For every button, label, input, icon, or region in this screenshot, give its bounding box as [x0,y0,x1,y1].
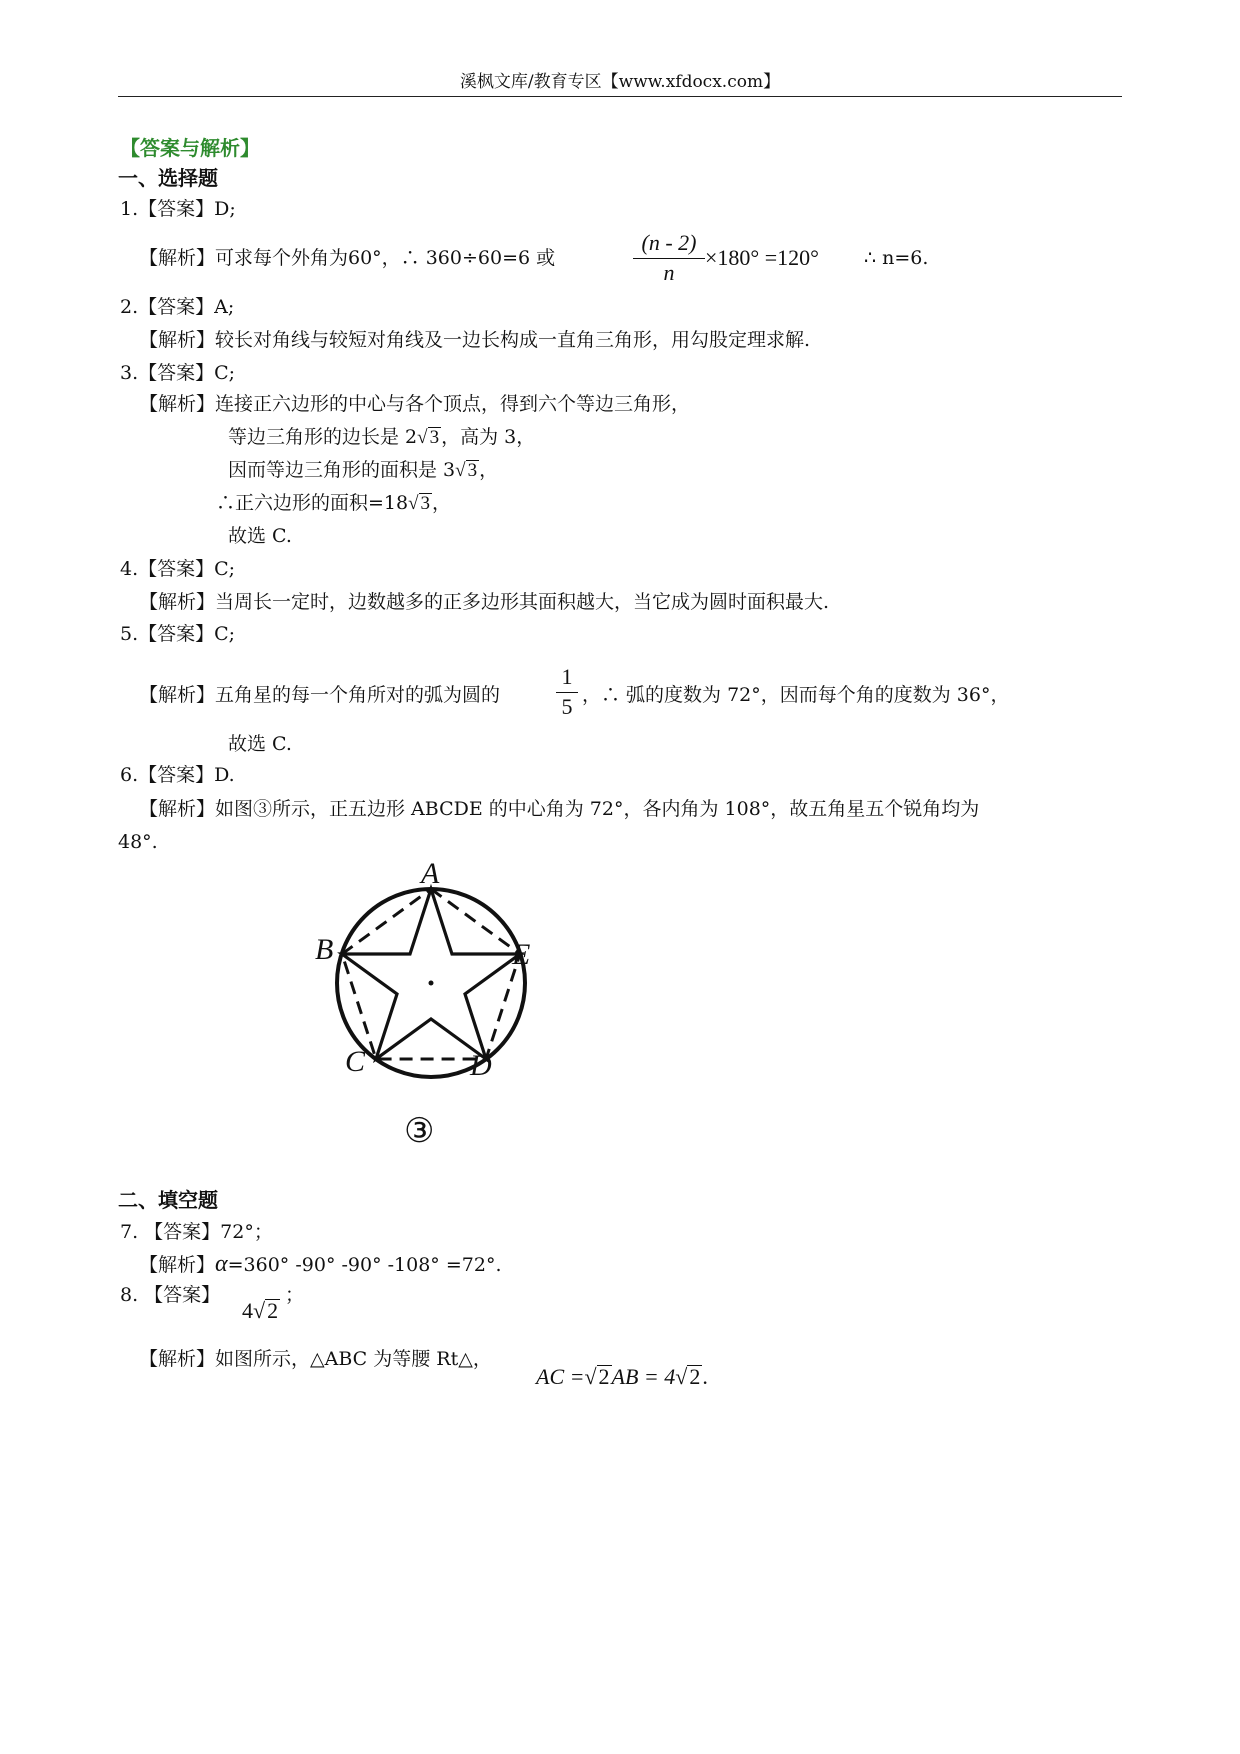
q8-answer-value [242,1299,280,1322]
q1-frac-numerator: (n - 2) [641,230,697,255]
q7-analysis-label: 【解析】 [139,1254,216,1276]
q5-answer: 5.【答案】C; [120,623,236,645]
q7-analysis [139,1252,501,1276]
q1-frac-bar [633,258,705,259]
q4-analysis: 【解析】当周长一定时，边数越多的正多边形其面积越大，当它成为圆时面积最大. [139,591,830,613]
q3-line2 [228,427,535,447]
q3-line3-tail: ， [479,459,499,481]
q2-analysis: 【解析】较长对角线与较短对角线及一边长构成一直角三角形，用勾股定理求解. [139,329,811,351]
sqrt-symbol: √2 [675,1364,701,1389]
vertex-label-b: B [315,933,334,966]
q5-analysis: 【解析】五角星的每一个角所对的弧为圆的 [139,684,501,706]
q1-fraction [633,232,705,284]
sqrt-symbol: √ 3 [455,460,478,481]
q1-analysis: 【解析】可求每个外角为60°，∴ 360÷60=6 或 [139,247,556,269]
vertex-label-e: E [512,938,531,971]
alpha-symbol: α [215,1251,228,1277]
q3-line4 [216,493,451,513]
q8-eq-radicand-2: 2 [689,1364,701,1389]
q8-answer-tail: ； [285,1284,305,1306]
q3-line5: 故选 C. [228,525,292,547]
sqrt-symbol: √ 3 [408,493,431,514]
q3-answer: 3.【答案】C; [120,362,236,384]
q3-line4-text: ∴正六边形的面积=18 [216,492,409,514]
q8-answer: 8. 【答案】 [120,1284,221,1306]
q3-line4-radicand: 3 [420,493,431,514]
q7-analysis-expr: =360° -90° -90° -108° =72°. [227,1254,502,1276]
q8-equation [536,1365,708,1388]
q1-expression: ×180° =120° [705,245,819,270]
header-rule [118,96,1122,97]
q1-answer: 1.【答案】D; [120,198,236,220]
q5-frac-denominator: 5 [561,694,573,719]
q8-eq-radicand-1: 2 [598,1364,610,1389]
q8-answer-coef: 4 [242,1298,253,1323]
q3-line3-text: 因而等边三角形的面积是 3 [228,459,456,481]
q8-answer-radicand: 2 [267,1298,279,1323]
q3-line4-tail: ， [432,492,452,514]
q8-eq-middle: AB = 4 [611,1364,676,1389]
page-header: 溪枫文库/教育专区【www.xfdocx.com】 [459,72,781,92]
sqrt-symbol: √ 3 [417,427,440,448]
q2-answer: 2.【答案】A; [120,296,235,318]
vertex-label-a: A [421,860,440,890]
q7-answer: 7. 【答案】72°； [120,1221,273,1243]
q1-conclusion: ∴ n=6. [864,247,929,269]
q3-line3 [228,460,498,480]
q8-eq-tail: . [702,1364,708,1389]
q6-answer: 6.【答案】D. [120,764,235,786]
q3-line2-text: 等边三角形的边长是 2 [228,426,418,448]
q5-frac-bar [556,692,578,693]
q8-analysis: 【解析】如图所示，△ABC 为等腰 Rt△， [139,1348,492,1370]
q3-analysis: 【解析】连接正六边形的中心与各个顶点，得到六个等边三角形， [139,393,691,415]
q3-line2-tail: ，高为 3， [441,426,536,448]
q8-eq-lhs: AC = [536,1364,585,1389]
q5-line2: 故选 C. [228,733,292,755]
q1-frac-denominator: n [663,260,675,285]
sqrt-symbol: √2 [253,1298,279,1323]
q6-analysis: 【解析】如图③所示，正五边形 ABCDE 的中心角为 72°，各内角为 108°，故五角星五个锐角均为 [139,798,980,820]
section-heading-fill: 二、填空题 [118,1188,218,1212]
sqrt-symbol: √2 [584,1364,610,1389]
q5-analysis-tail: ，∴ 弧的度数为 72°，因而每个角的度数为 36°， [582,684,1010,706]
q5-frac-numerator: 1 [561,664,573,689]
q5-fraction [556,666,578,718]
q4-answer: 4.【答案】C; [120,558,236,580]
q3-line3-radicand: 3 [467,460,478,481]
vertex-label-d: D [470,1049,492,1082]
vertex-label-c: C [345,1045,366,1078]
figure-caption: ③ [404,1111,435,1150]
answer-title: 【答案与解析】 [120,136,260,160]
q6-analysis-cont: 48°. [118,831,158,853]
q3-line2-radicand: 3 [429,427,440,448]
section-heading-choice: 一、选择题 [118,166,218,190]
star-pentagon-figure [300,860,560,1150]
center-dot [429,981,434,986]
